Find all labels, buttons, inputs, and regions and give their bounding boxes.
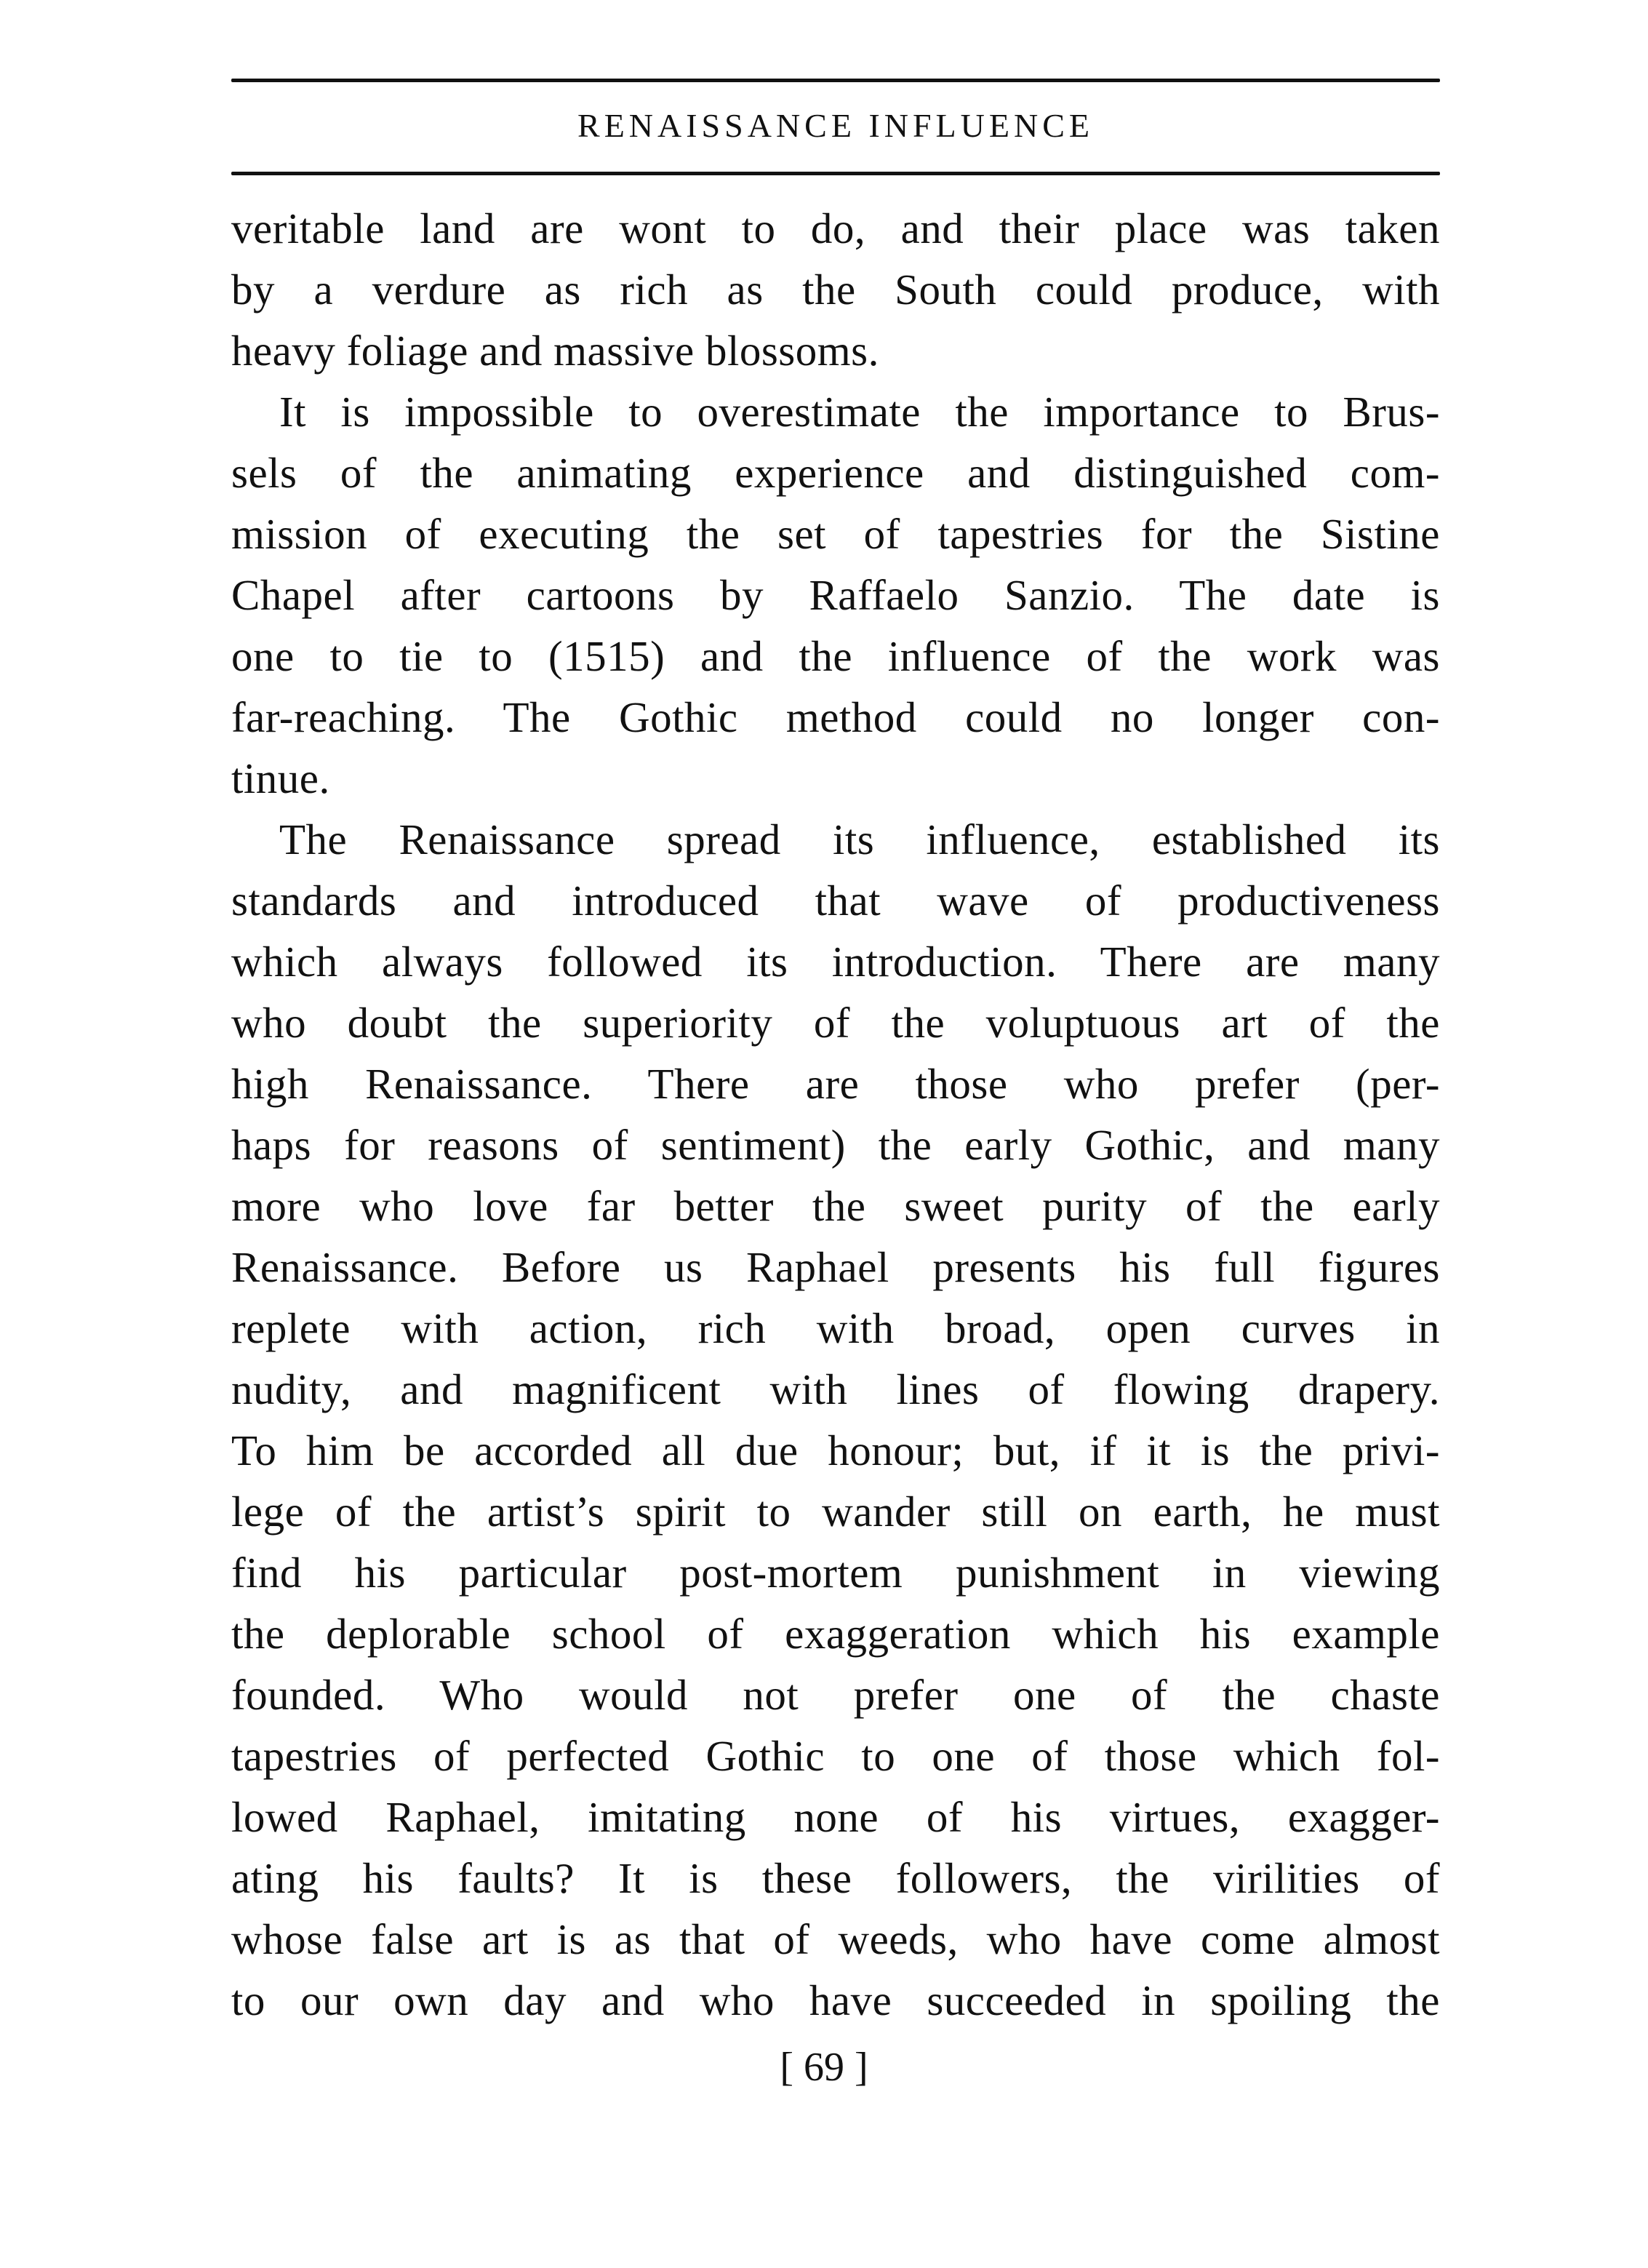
text-line: to our own day and who have succeeded in spoiling the	[231, 1976, 1440, 2024]
text-line: who doubt the superiority of the voluptuous art of the	[231, 999, 1440, 1047]
text-line: whose false art is as that of weeds, who have come almost	[231, 1915, 1440, 1963]
text-line: by a verdure as rich as the South could produce, with	[231, 265, 1440, 314]
text-line: replete with action, rich with broad, open curves in	[231, 1304, 1440, 1352]
text-line: tinue.	[231, 754, 330, 802]
text-line: mission of executing the set of tapestries for the Sistine	[231, 510, 1440, 558]
text-line: sels of the animating experience and distinguished com-	[231, 449, 1440, 497]
page-number: [ 69 ]	[780, 2045, 868, 2090]
text-line: the deplorable school of exaggeration which his example	[231, 1610, 1440, 1658]
text-line: founded. Who would not prefer one of the chaste	[231, 1671, 1440, 1719]
top-rule	[231, 79, 1440, 82]
text-line: Chapel after cartoons by Raffaelo Sanzio. The date is	[231, 571, 1440, 619]
text-line: high Renaissance. There are those who prefer (per-	[231, 1060, 1440, 1108]
text-line: heavy foliage and massive blossoms.	[231, 327, 879, 375]
text-line: far-reaching. The Gothic method could no longer con-	[231, 693, 1440, 741]
text-line: nudity, and magnificent with lines of flowing drapery.	[231, 1365, 1440, 1413]
text-line: veritable land are wont to do, and their place was taken	[231, 204, 1440, 252]
text-line: standards and introduced that wave of productiveness	[231, 877, 1440, 925]
bottom-rule	[231, 172, 1440, 175]
text-line: To him be accorded all due honour; but, if it is the privi-	[231, 1426, 1440, 1474]
text-line: haps for reasons of sentiment) the early Gothic, and many	[231, 1121, 1440, 1169]
text-line: ating his faults? It is these followers, the virilities of	[231, 1854, 1440, 1902]
text-line: lowed Raphael, imitating none of his virtues, exagger-	[231, 1793, 1440, 1841]
text-line: one to tie to (1515) and the influence of the work was	[231, 632, 1440, 680]
text-line: which always followed its introduction. There are many	[231, 938, 1440, 986]
text-line: more who love far better the sweet purity of the early	[231, 1182, 1440, 1230]
body-text	[231, 198, 1440, 2031]
text-line: lege of the artist’s spirit to wander still on earth, he must	[231, 1488, 1440, 1536]
text-line: Renaissance. Before us Raphael presents his full figures	[231, 1243, 1440, 1291]
running-head-title: RENAISSANCE INFLUENCE	[577, 107, 1094, 144]
text-line: tapestries of perfected Gothic to one of those which fol-	[231, 1732, 1440, 1780]
paragraph-start-line: The Renaissance spread its influence, established its	[279, 815, 1440, 863]
text-line: find his particular post-mortem punishment in viewing	[231, 1549, 1440, 1597]
paragraph-start-line: It is impossible to overestimate the importance to Brus-	[279, 388, 1440, 436]
running-head	[231, 79, 1440, 177]
